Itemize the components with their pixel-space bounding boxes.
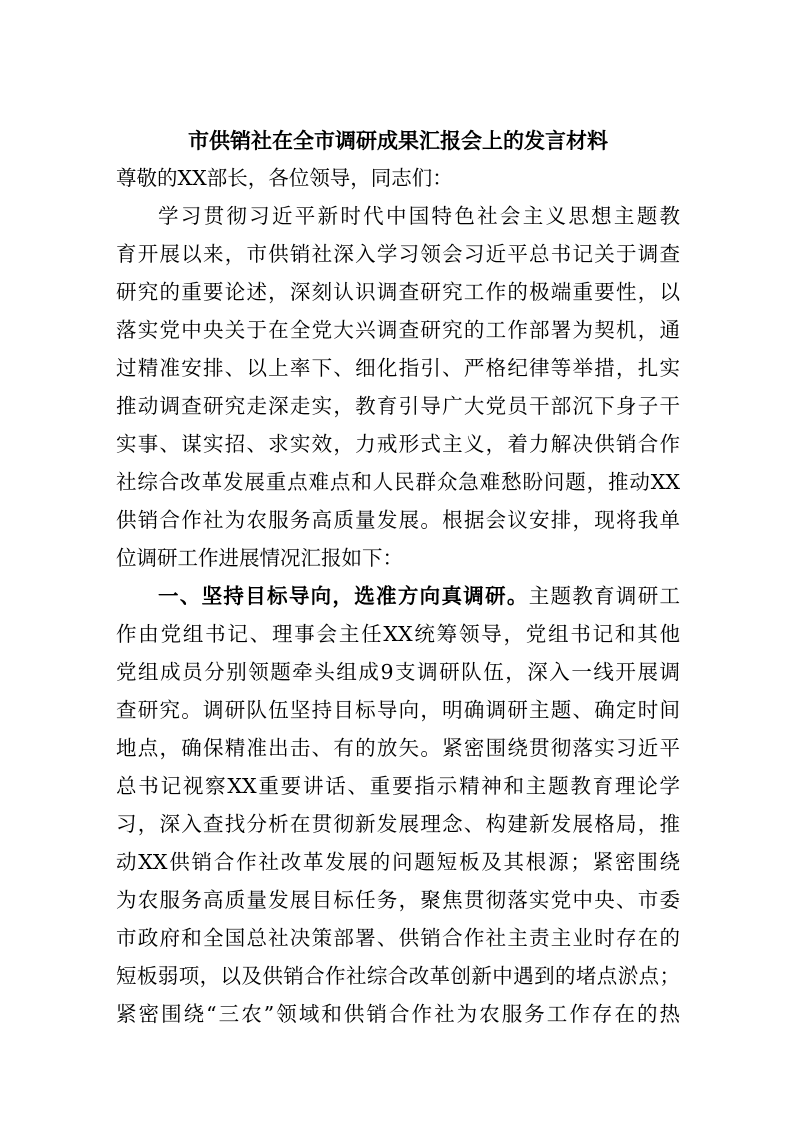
paragraph-line: 位调研工作进展情况汇报如下： [116,546,403,570]
document-title: 市供销社在全市调研成果汇报会上的发言材料 [188,128,608,153]
paragraph-line: 育开展以来，市供销社深入学习领会习近平总书记关于调查 [116,242,680,266]
section-heading: 一、坚持目标导向，选准方向真调研。 [158,584,529,608]
paragraph-line: 作由党组书记、理事会主任XX统筹领导，党组书记和其他 [116,622,680,646]
salutation: 尊敬的XX部长，各位领导，同志们： [116,166,453,190]
paragraph-line: 研究的重要论述，深刻认识调查研究工作的极端重要性，以 [116,280,680,304]
paragraph-line: 为农服务高质量发展目标任务，聚焦贯彻落实党中央、市委 [116,888,680,912]
paragraph-line: 实事、谋实招、求实效，力戒形式主义，着力解决供销合作 [116,432,680,456]
paragraph-line: 过精准安排、以上率下、细化指引、严格纪律等举措，扎实 [116,356,680,380]
paragraph-line: 落实党中央关于在全党大兴调查研究的工作部署为契机，通 [116,318,680,342]
paragraph-line: 党组成员分别领题牵头组成9支调研队伍，深入一线开展调 [116,660,680,684]
paragraph-line: 总书记视察XX重要讲话、重要指示精神和主题教育理论学 [116,774,680,798]
section-heading-rest: 主题教育调研工 [528,584,681,608]
paragraph-line: 紧密围绕“三农”领域和供销合作社为农服务工作存在的热 [116,1002,680,1026]
paragraph-line: 地点，确保精准出击、有的放矢。紧密围绕贯彻落实习近平 [116,736,680,760]
paragraph-line: 学习贯彻习近平新时代中国特色社会主义思想主题教 [158,204,680,228]
paragraph-line: 市政府和全国总社决策部署、供销合作社主责主业时存在的 [116,926,680,950]
section-heading-line [158,581,680,611]
paragraph-line: 短板弱项，以及供销合作社综合改革创新中遇到的堵点淤点； [116,964,680,988]
paragraph-line: 社综合改革发展重点难点和人民群众急难愁盼问题，推动XX [116,470,680,494]
paragraph-line: 查研究。调研队伍坚持目标导向，明确调研主题、确定时间 [116,698,680,722]
paragraph-line: 供销合作社为农服务高质量发展。根据会议安排，现将我单 [116,508,680,532]
paragraph-line: 习，深入查找分析在贯彻新发展理念、构建新发展格局，推 [116,812,680,836]
paragraph-line: 动XX供销合作社改革发展的问题短板及其根源；紧密围绕 [116,850,680,874]
paragraph-line: 推动调查研究走深走实，教育引导广大党员干部沉下身子干 [116,394,680,418]
